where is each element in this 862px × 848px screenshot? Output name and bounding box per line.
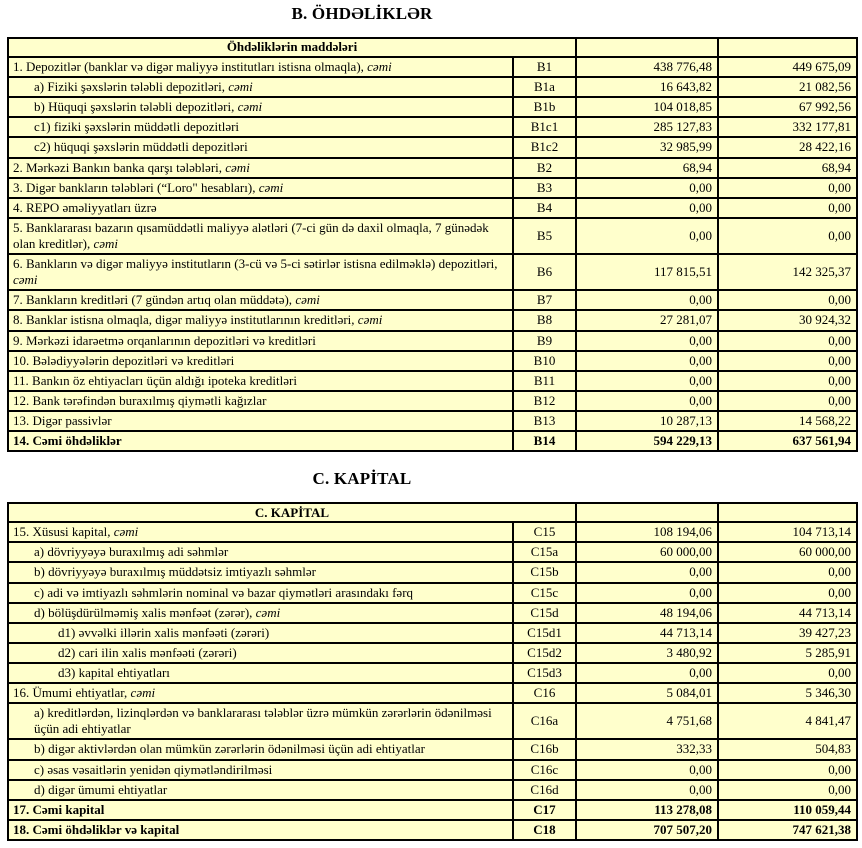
table-row (8, 137, 857, 157)
table-row (8, 820, 857, 840)
table-row (8, 77, 857, 97)
row-label-italic-suffix: cəmi (225, 159, 250, 175)
row-label-text: 3. Digər bankların tələbləri (“Loro" hesabları), (13, 179, 259, 195)
row-value1-cell: 4 751,68 (576, 703, 718, 739)
row-code-cell: B14 (513, 431, 576, 451)
row-value2-cell: 67 992,56 (718, 97, 857, 117)
row-label-cell (8, 800, 513, 820)
row-value1-cell: 10 287,13 (576, 411, 718, 431)
table-row (8, 623, 857, 643)
row-label-cell (8, 391, 513, 411)
table-row (8, 254, 857, 290)
row-value2-cell: 0,00 (718, 178, 857, 198)
row-label-cell (8, 431, 513, 451)
row-value2-cell: 68,94 (718, 158, 857, 178)
row-code-cell: C15b (513, 562, 576, 582)
table-row (8, 331, 857, 351)
row-label-cell (8, 522, 513, 542)
row-label-cell (8, 663, 513, 683)
table-row (8, 603, 857, 623)
row-value2-cell: 44 713,14 (718, 603, 857, 623)
row-value1-cell: 594 229,13 (576, 431, 718, 451)
row-label-text: a) kreditlərdən, lizinqlərdən və banklararası tələblər üzrə mümkün zərərlərin ödənilməsi üçün adi ehtiyatlar (34, 705, 492, 737)
row-label-text: d1) əvvəlki illərin xalis mənfəəti (zərəri) (58, 624, 270, 640)
table-row (8, 663, 857, 683)
table-row (8, 703, 857, 739)
liabilities-header-row (8, 38, 857, 57)
row-value2-cell: 14 568,22 (718, 411, 857, 431)
table-row (8, 391, 857, 411)
row-value1-cell: 0,00 (576, 562, 718, 582)
row-code-cell: B10 (513, 351, 576, 371)
capital-header-label: C. KAPİTAL (8, 503, 576, 522)
table-row (8, 57, 857, 77)
row-label-text: 8. Banklar istisna olmaqla, digər maliyyə institutlarının kreditləri, (13, 312, 358, 328)
row-value1-cell: 60 000,00 (576, 542, 718, 562)
table-row (8, 117, 857, 137)
row-value1-cell: 0,00 (576, 371, 718, 391)
row-label-cell (8, 310, 513, 330)
row-value1-cell: 108 194,06 (576, 522, 718, 542)
row-label-cell (8, 137, 513, 157)
row-value1-cell: 32 985,99 (576, 137, 718, 157)
row-value2-cell: 0,00 (718, 331, 857, 351)
row-value2-cell: 0,00 (718, 290, 857, 310)
row-label-italic-suffix: cəmi (228, 79, 253, 95)
row-label-text: 17. Cəmi kapital (13, 801, 105, 817)
row-value2-cell: 5 346,30 (718, 683, 857, 703)
row-value1-cell: 68,94 (576, 158, 718, 178)
row-value2-cell: 449 675,09 (718, 57, 857, 77)
row-code-cell: B9 (513, 331, 576, 351)
table-row (8, 178, 857, 198)
row-label-text: b) Hüquqi şəxslərin tələbli depozitləri, (34, 99, 238, 115)
row-label-italic-suffix: cəmi (130, 685, 156, 701)
table-row (8, 522, 857, 542)
row-code-cell: C15d (513, 603, 576, 623)
liabilities-header-empty-col1 (576, 38, 718, 57)
table-row (8, 411, 857, 431)
row-value1-cell: 0,00 (576, 760, 718, 780)
row-label-italic-suffix: cəmi (237, 99, 263, 115)
table-row (8, 198, 857, 218)
row-label-cell (8, 331, 513, 351)
row-label-cell (8, 739, 513, 759)
row-value2-cell: 0,00 (718, 351, 857, 371)
table-row (8, 739, 857, 759)
row-value1-cell: 0,00 (576, 331, 718, 351)
capital-header-empty-col1 (576, 503, 718, 522)
row-code-cell: B4 (513, 198, 576, 218)
row-label-text: 1. Depozitlər (banklar və digər maliyyə institutları istisna olmaqla), (13, 59, 368, 74)
row-label-text: 16. Ümumi ehtiyatlar, (13, 685, 131, 701)
row-code-cell: C18 (513, 820, 576, 840)
row-value2-cell: 0,00 (718, 583, 857, 603)
row-value1-cell: 332,33 (576, 739, 718, 759)
row-label-text: 18. Cəmi öhdəliklər və kapital (13, 821, 180, 837)
section-c-title: C. KAPİTAL (312, 469, 412, 489)
row-label-italic-suffix: cəmi (258, 179, 284, 195)
section-b-title: B. ÖHDƏLİKLƏR (291, 4, 433, 23)
row-label-cell (8, 254, 513, 290)
row-label-text: 7. Bankların kreditləri (7 gündən artıq olan müddətə), (13, 292, 296, 308)
row-label-cell (8, 351, 513, 371)
row-label-cell (8, 542, 513, 562)
table-row (8, 780, 857, 800)
row-value2-cell: 30 924,32 (718, 310, 857, 330)
row-label-text: d3) kapital ehtiyatları (58, 664, 170, 680)
capital-header-row (8, 503, 857, 522)
row-label-text: 10. Bələdiyyələrin depozitləri və kreditləri (13, 352, 235, 368)
row-label-text: 6. Bankların və digər maliyyə institutların (3-cü və 5-ci sətirlər istisna edilməklə) depozitləri, (13, 256, 498, 272)
row-label-cell (8, 780, 513, 800)
row-label-cell (8, 623, 513, 643)
row-label-text: 14. Cəmi öhdəliklər (13, 433, 122, 449)
row-value2-cell: 332 177,81 (718, 117, 857, 137)
table-row (8, 218, 857, 254)
row-label-text: 2. Mərkəzi Bankın banka qarşı tələbləri, (13, 159, 226, 175)
row-label-text: 12. Bank tərəfindən buraxılmış qiymətli kağızlar (13, 392, 267, 408)
row-code-cell: B7 (513, 290, 576, 310)
row-value2-cell: 0,00 (718, 760, 857, 780)
row-label-cell (8, 820, 513, 840)
row-code-cell: B5 (513, 218, 576, 254)
table-row (8, 800, 857, 820)
table-row (8, 351, 857, 371)
row-label-italic-suffix: cəmi (367, 59, 392, 74)
row-label-text: 11. Bankın öz ehtiyacları üçün aldığı ipoteka kreditləri (13, 372, 297, 388)
row-label-text: d) digər ümumi ehtiyatlar (34, 781, 168, 797)
row-code-cell: B11 (513, 371, 576, 391)
row-label-text: b) dövriyyəyə buraxılmış müddətsiz imtiyazlı səhmlər (34, 564, 316, 580)
row-label-text: c) adi və imtiyazlı səhmlərin nominal və bazar qiymətləri arasındakı fərq (34, 584, 414, 600)
capital-table (7, 502, 858, 841)
row-code-cell: C15d3 (513, 663, 576, 683)
row-value1-cell: 0,00 (576, 290, 718, 310)
table-row (8, 583, 857, 603)
row-label-cell (8, 198, 513, 218)
row-label-italic-suffix: cəmi (295, 292, 320, 308)
row-value2-cell: 0,00 (718, 663, 857, 683)
row-code-cell: B1b (513, 97, 576, 117)
row-label-text: 9. Mərkəzi idarəetmə orqanlarının depozitləri və kreditləri (13, 332, 316, 348)
row-label-cell (8, 178, 513, 198)
table-row (8, 371, 857, 391)
liabilities-header-empty-col2 (718, 38, 857, 57)
row-value1-cell: 707 507,20 (576, 820, 718, 840)
row-value2-cell: 0,00 (718, 198, 857, 218)
row-value1-cell: 0,00 (576, 391, 718, 411)
table-row (8, 97, 857, 117)
row-label-cell (8, 371, 513, 391)
row-code-cell: B1a (513, 77, 576, 97)
row-value2-cell: 747 621,38 (718, 820, 857, 840)
row-code-cell: B2 (513, 158, 576, 178)
row-value2-cell: 504,83 (718, 739, 857, 759)
row-value1-cell: 0,00 (576, 351, 718, 371)
table-row (8, 683, 857, 703)
row-label-cell (8, 703, 513, 739)
row-code-cell: B12 (513, 391, 576, 411)
row-code-cell: C15 (513, 522, 576, 542)
row-value1-cell: 0,00 (576, 583, 718, 603)
row-value2-cell: 4 841,47 (718, 703, 857, 739)
row-value2-cell: 5 285,91 (718, 643, 857, 663)
row-value1-cell: 0,00 (576, 218, 718, 254)
row-label-italic-suffix: cəmi (13, 272, 38, 288)
row-code-cell: C15d1 (513, 623, 576, 643)
table-row (8, 310, 857, 330)
table-row (8, 431, 857, 451)
row-label-cell (8, 117, 513, 137)
row-code-cell: B1 (513, 57, 576, 77)
table-row (8, 158, 857, 178)
row-code-cell: B1c1 (513, 117, 576, 137)
row-value1-cell: 113 278,08 (576, 800, 718, 820)
row-label-text: 13. Digər passivlər (13, 412, 112, 428)
row-label-text: d2) cari ilin xalis mənfəəti (zərəri) (58, 644, 237, 660)
row-label-text: a) Fiziki şəxslərin tələbli depozitləri, (34, 79, 229, 95)
row-code-cell: C15c (513, 583, 576, 603)
row-value2-cell: 39 427,23 (718, 623, 857, 643)
row-value2-cell: 60 000,00 (718, 542, 857, 562)
row-value1-cell: 44 713,14 (576, 623, 718, 643)
row-value1-cell: 16 643,82 (576, 77, 718, 97)
row-code-cell: B6 (513, 254, 576, 290)
row-value1-cell: 0,00 (576, 198, 718, 218)
liabilities-table-body (8, 57, 857, 451)
row-code-cell: B8 (513, 310, 576, 330)
row-value2-cell: 0,00 (718, 780, 857, 800)
row-label-text: a) dövriyyəyə buraxılmış adi səhmlər (34, 544, 229, 560)
row-label-cell (8, 603, 513, 623)
row-label-cell (8, 218, 513, 254)
table-row (8, 760, 857, 780)
row-value1-cell: 0,00 (576, 663, 718, 683)
row-code-cell: C17 (513, 800, 576, 820)
capital-table-body (8, 522, 857, 840)
row-label-cell (8, 643, 513, 663)
row-value2-cell: 0,00 (718, 562, 857, 582)
row-label-cell (8, 290, 513, 310)
row-code-cell: C16c (513, 760, 576, 780)
row-value2-cell: 142 325,37 (718, 254, 857, 290)
row-label-text: 15. Xüsusi kapital, (13, 524, 114, 540)
row-code-cell: B1c2 (513, 137, 576, 157)
row-value1-cell: 48 194,06 (576, 603, 718, 623)
row-code-cell: B13 (513, 411, 576, 431)
table-row (8, 290, 857, 310)
row-label-italic-suffix: cəmi (93, 235, 119, 251)
liabilities-table (7, 37, 858, 452)
row-label-cell (8, 97, 513, 117)
row-label-cell (8, 77, 513, 97)
row-code-cell: C16a (513, 703, 576, 739)
row-value2-cell: 21 082,56 (718, 77, 857, 97)
row-label-cell (8, 411, 513, 431)
capital-header-empty-col2 (718, 503, 857, 522)
row-value2-cell: 637 561,94 (718, 431, 857, 451)
row-label-text: c1) fiziki şəxslərin müddətli depozitləri (34, 119, 240, 135)
row-value1-cell: 438 776,48 (576, 57, 718, 77)
row-code-cell: C15a (513, 542, 576, 562)
row-label-cell (8, 683, 513, 703)
row-label-italic-suffix: cəmi (357, 312, 383, 328)
row-code-cell: B3 (513, 178, 576, 198)
row-value1-cell: 104 018,85 (576, 97, 718, 117)
row-label-text: 4. REPO əməliyyatları üzrə (13, 199, 157, 215)
table-row (8, 542, 857, 562)
row-value2-cell: 0,00 (718, 371, 857, 391)
row-value2-cell: 104 713,14 (718, 522, 857, 542)
row-label-cell (8, 583, 513, 603)
row-label-cell (8, 57, 513, 77)
row-label-text: c2) hüquqi şəxslərin müddətli depozitləri (34, 139, 248, 155)
row-value1-cell: 5 084,01 (576, 683, 718, 703)
row-value1-cell: 0,00 (576, 780, 718, 800)
row-label-italic-suffix: cəmi (113, 524, 139, 540)
row-value1-cell: 285 127,83 (576, 117, 718, 137)
row-code-cell: C16 (513, 683, 576, 703)
row-code-cell: C16b (513, 739, 576, 759)
row-label-cell (8, 760, 513, 780)
row-label-italic-suffix: cəmi (255, 604, 281, 620)
row-value1-cell: 27 281,07 (576, 310, 718, 330)
row-label-cell (8, 158, 513, 178)
row-value1-cell: 117 815,51 (576, 254, 718, 290)
liabilities-header-label: Öhdəliklərin maddələri (8, 38, 576, 57)
row-value2-cell: 110 059,44 (718, 800, 857, 820)
row-value1-cell: 3 480,92 (576, 643, 718, 663)
row-label-text: b) digər aktivlərdən olan mümkün zərərlərin ödənilməsi üçün adi ehtiyatlar (34, 741, 425, 757)
row-label-text: d) bölüşdürülməmiş xalis mənfəət (zərər), (34, 604, 256, 620)
row-label-text: c) əsas vəsaitlərin yenidən qiymətləndirilməsi (34, 761, 273, 777)
row-label-text: 5. Banklararası bazarın qısamüddətli maliyyə alətləri (7-ci gün də daxil olmaqla, 7 günədək olan kreditlər), (13, 219, 489, 251)
row-label-cell (8, 562, 513, 582)
row-code-cell: C16d (513, 780, 576, 800)
row-value1-cell: 0,00 (576, 178, 718, 198)
row-code-cell: C15d2 (513, 643, 576, 663)
table-row (8, 643, 857, 663)
table-row (8, 562, 857, 582)
row-value2-cell: 0,00 (718, 391, 857, 411)
row-value2-cell: 28 422,16 (718, 137, 857, 157)
row-value2-cell: 0,00 (718, 218, 857, 254)
